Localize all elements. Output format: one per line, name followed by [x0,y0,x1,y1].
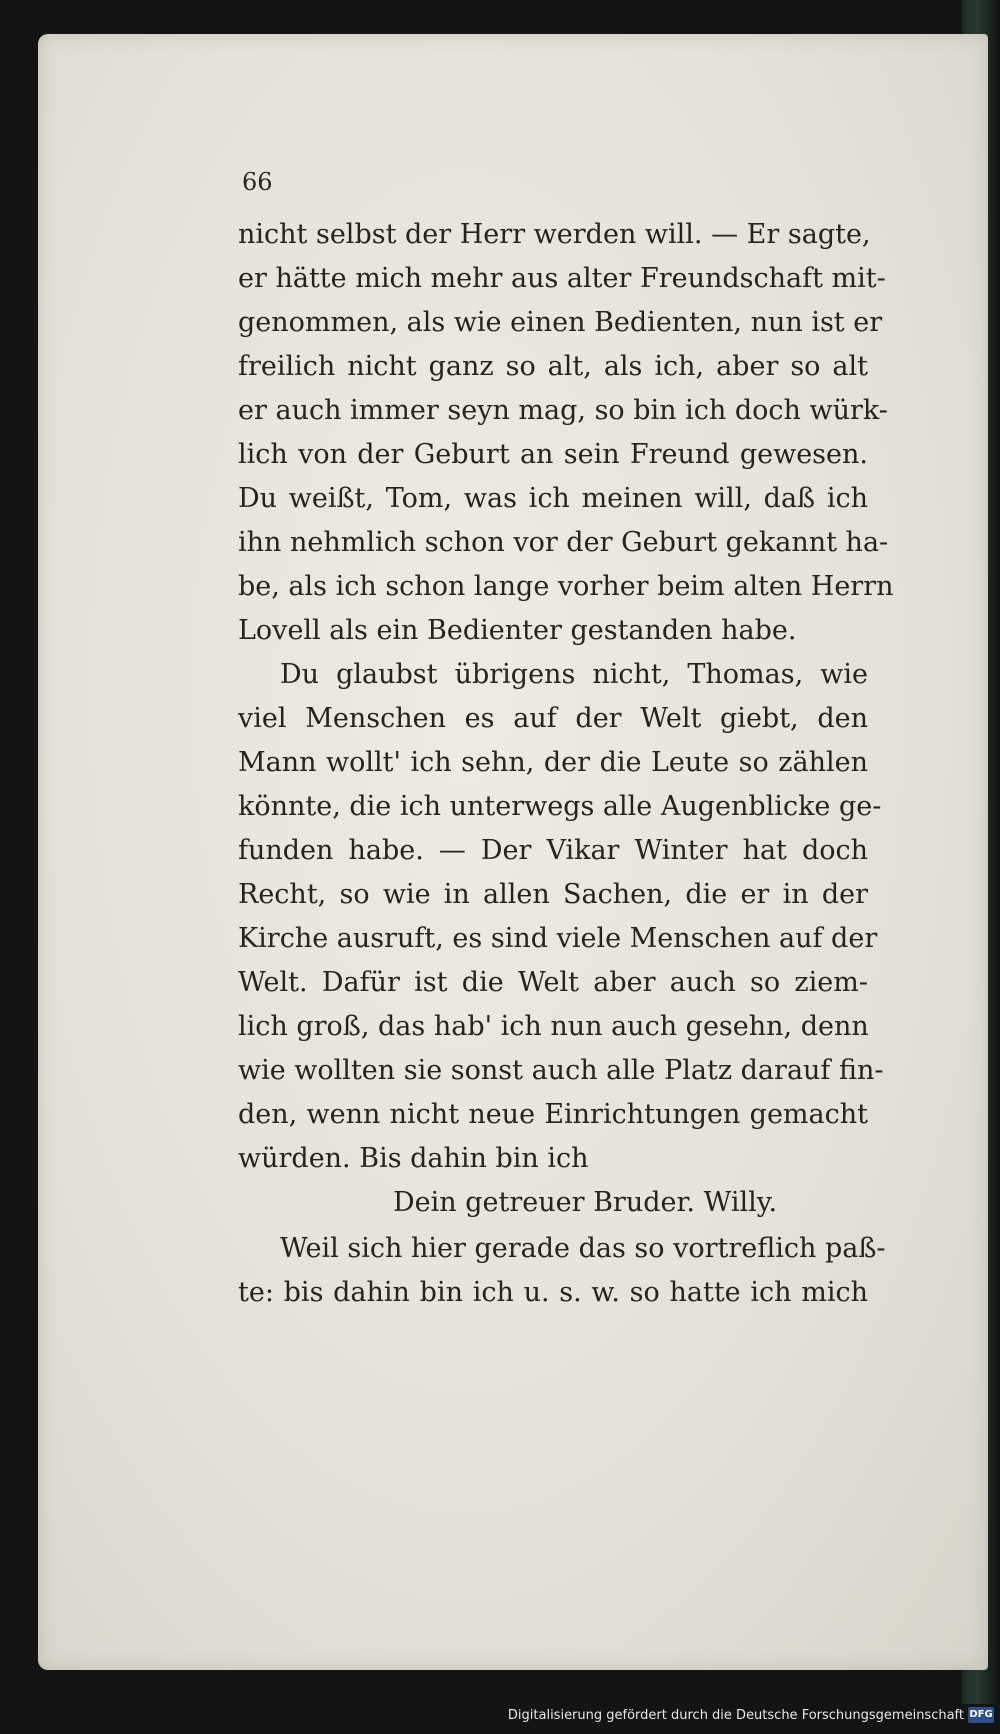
text-line: er auch immer seyn mag, so bin ich doch würk- [238,395,888,426]
text-line: Lovell als ein Bedienter gestanden habe. [238,615,797,646]
text-line: viel Menschen es auf der Welt giebt, den [238,703,868,734]
text-line: Mann wollt' ich sehn, der die Leute so zählen [238,747,868,778]
text-line: lich groß, das hab' ich nun auch gesehn, denn [238,1011,869,1042]
text-line: be, als ich schon lange vorher beim alten Herrn [238,571,894,602]
text-line: freilich nicht ganz so alt, als ich, aber so alt [238,351,868,382]
text-line: Kirche ausruft, es sind viele Menschen auf der [238,923,878,954]
text-line: funden habe. — Der Vikar Winter hat doch [238,835,868,866]
text-line: würden. Bis dahin bin ich [238,1143,589,1174]
text-line: te: bis dahin bin ich u. s. w. so hatte ich mich [238,1277,868,1308]
text-line: könnte, die ich unterwegs alle Augenblicke ge- [238,791,882,822]
page-number: 66 [242,168,273,196]
text-line: wie wollten sie sonst auch alle Platz darauf fin- [238,1055,884,1086]
page-text [238,213,894,1315]
text-line: Du weißt, Tom, was ich meinen will, daß ich [238,483,868,514]
text-line: er hätte mich mehr aus alter Freundschaft mit- [238,263,886,294]
text-line: Recht, so wie in allen Sachen, die er in der [238,879,868,910]
letter-signature: Dein getreuer Bruder. Willy. [393,1187,778,1218]
paragraph-start-line: Du glaubst übrigens nicht, Thomas, wie [280,659,868,690]
text-line: Welt. Dafür ist die Welt aber auch so ziem- [238,967,868,998]
text-line: nicht selbst der Herr werden will. — Er sagte, [238,219,871,250]
text-line: ihn nehmlich schon vor der Geburt gekannt ha- [238,527,889,558]
text-line: lich von der Geburt an sein Freund gewesen. [238,439,868,470]
text-line: genommen, als wie einen Bedienten, nun ist er [238,307,883,338]
funding-credit: Digitalisierung gefördert durch die Deutsche Forschungsgemeinschaft [507,1708,964,1723]
text-line: den, wenn nicht neue Einrichtungen gemacht [238,1099,868,1130]
dfg-logo: DFG [968,1707,994,1723]
paragraph-start-line: Weil sich hier gerade das so vortreflich paß- [280,1233,886,1264]
